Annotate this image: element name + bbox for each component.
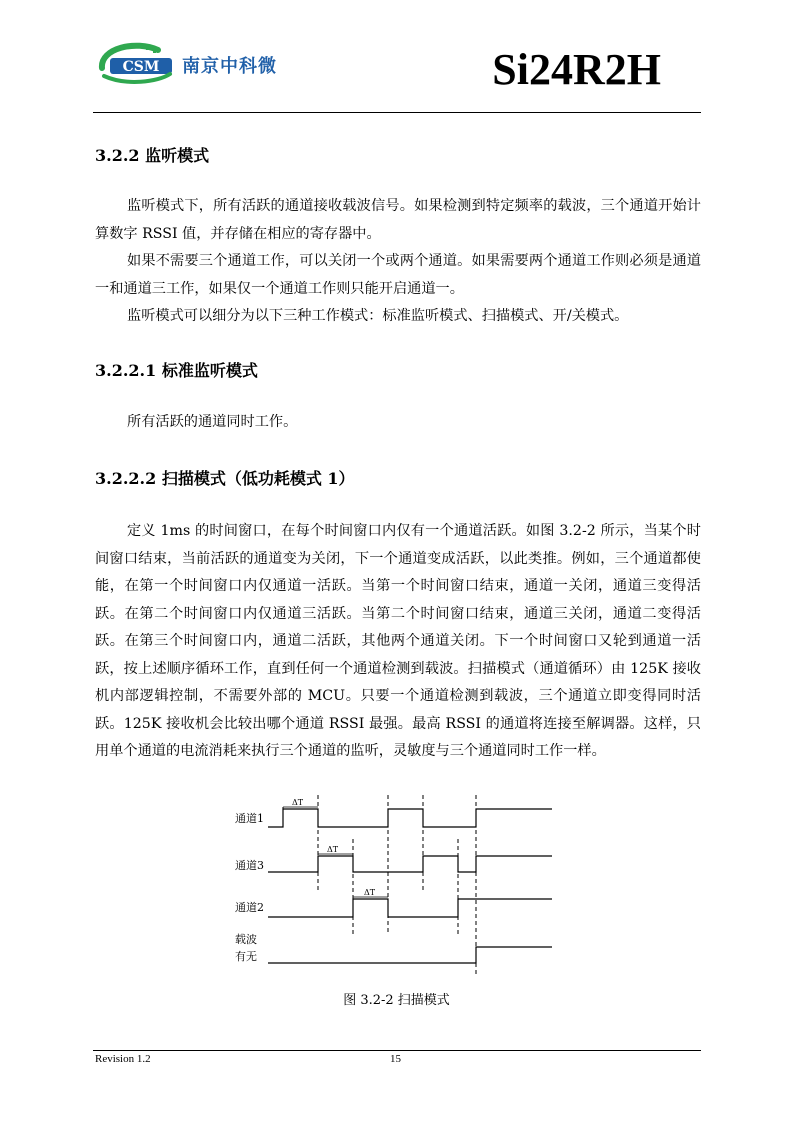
waveform-channel-1 (268, 809, 552, 827)
product-name: Si24R2H (492, 45, 661, 94)
paragraph-3-2-2-1-body: 所有活跃的通道同时工作。 (127, 414, 298, 430)
page-number: 15 (390, 1053, 401, 1065)
company-name: 南京中科微 (182, 56, 277, 77)
heading-3-2-2: 3.2.2 监听模式 (95, 146, 210, 165)
revision-label: Revision 1.2 (95, 1053, 151, 1065)
delta-t-label-3: ΔT (364, 888, 376, 897)
label-channel-2: 通道2 (235, 901, 264, 914)
waveform-channel-2 (268, 899, 552, 917)
paragraph-3-2-2-2: 如果不需要三个通道工作，可以关闭一个或两个通道。如果需要两个通道工作则必须是通道一和通道三工作，如果仅一个通道工作则只能开启通道一。 (95, 253, 701, 297)
figure-caption: 图 3.2-2 扫描模式 (343, 993, 450, 1008)
company-logo (96, 38, 176, 90)
scan-mode-timing-diagram (230, 795, 560, 984)
waveform-carrier (268, 947, 552, 963)
delta-t-label-2: ΔT (327, 845, 339, 854)
paragraph-3-2-2-1: 监听模式下，所有活跃的通道接收载波信号。如果检测到特定频率的载波，三个通道开始计算数字 RSSI 值，并存储在相应的寄存器中。 (95, 198, 701, 242)
label-channel-1: 通道1 (235, 812, 264, 825)
heading-3-2-2-2: 3.2.2.2 扫描模式（低功耗模式 1） (95, 469, 355, 488)
label-carrier-1: 载波 (235, 933, 257, 946)
delta-t-label-1: ΔT (292, 798, 304, 807)
waveform-channel-3 (268, 856, 552, 872)
heading-3-2-2-1: 3.2.2.1 标准监听模式 (95, 361, 258, 380)
header-divider (93, 112, 701, 113)
footer-divider (93, 1050, 701, 1051)
label-carrier-2: 有无 (235, 950, 257, 963)
paragraph-3-2-2-3: 监听模式可以细分为以下三种工作模式：标准监听模式、扫描模式、开/关模式。 (127, 308, 629, 324)
label-channel-3: 通道3 (235, 859, 264, 872)
paragraph-3-2-2-2-body: 定义 1ms 的时间窗口，在每个时间窗口内仅有一个通道活跃。如图 3.2-2 所示，当某个时间窗口结束，当前活跃的通道变为关闭，下一个通道变成活跃，以此类推。例如，三个通道都使能，在第一个时间窗口内仅通道一活跃。当第一个时间窗口结束，通道一关闭，通道三变得活跃。在第二个时间窗口内仅通道三活跃。当第二个时间窗口结束，通道三关闭，通道二变得活跃。在第三个时间窗口内，通道二活跃，其他两个通道关闭。下一个时间窗口又轮到通道一活跃，按上述顺序循环工作，直到任何一个通道检测到载波。扫描模式（通道循环）由 125K 接收机内部逻辑控制，不需要外部的 MCU。只要一个通道检测到载波，三个通道立即变得同时活跃。125K 接收机会比较出哪个通道 RSSI 最强。最高 RSSI 的通道将连接至解调器。这样，只用单个通道的电流消耗来执行三个通道的监听，灵敏度与三个通道同时工作一样。 (95, 523, 701, 759)
logo-text: CSM (122, 59, 160, 75)
